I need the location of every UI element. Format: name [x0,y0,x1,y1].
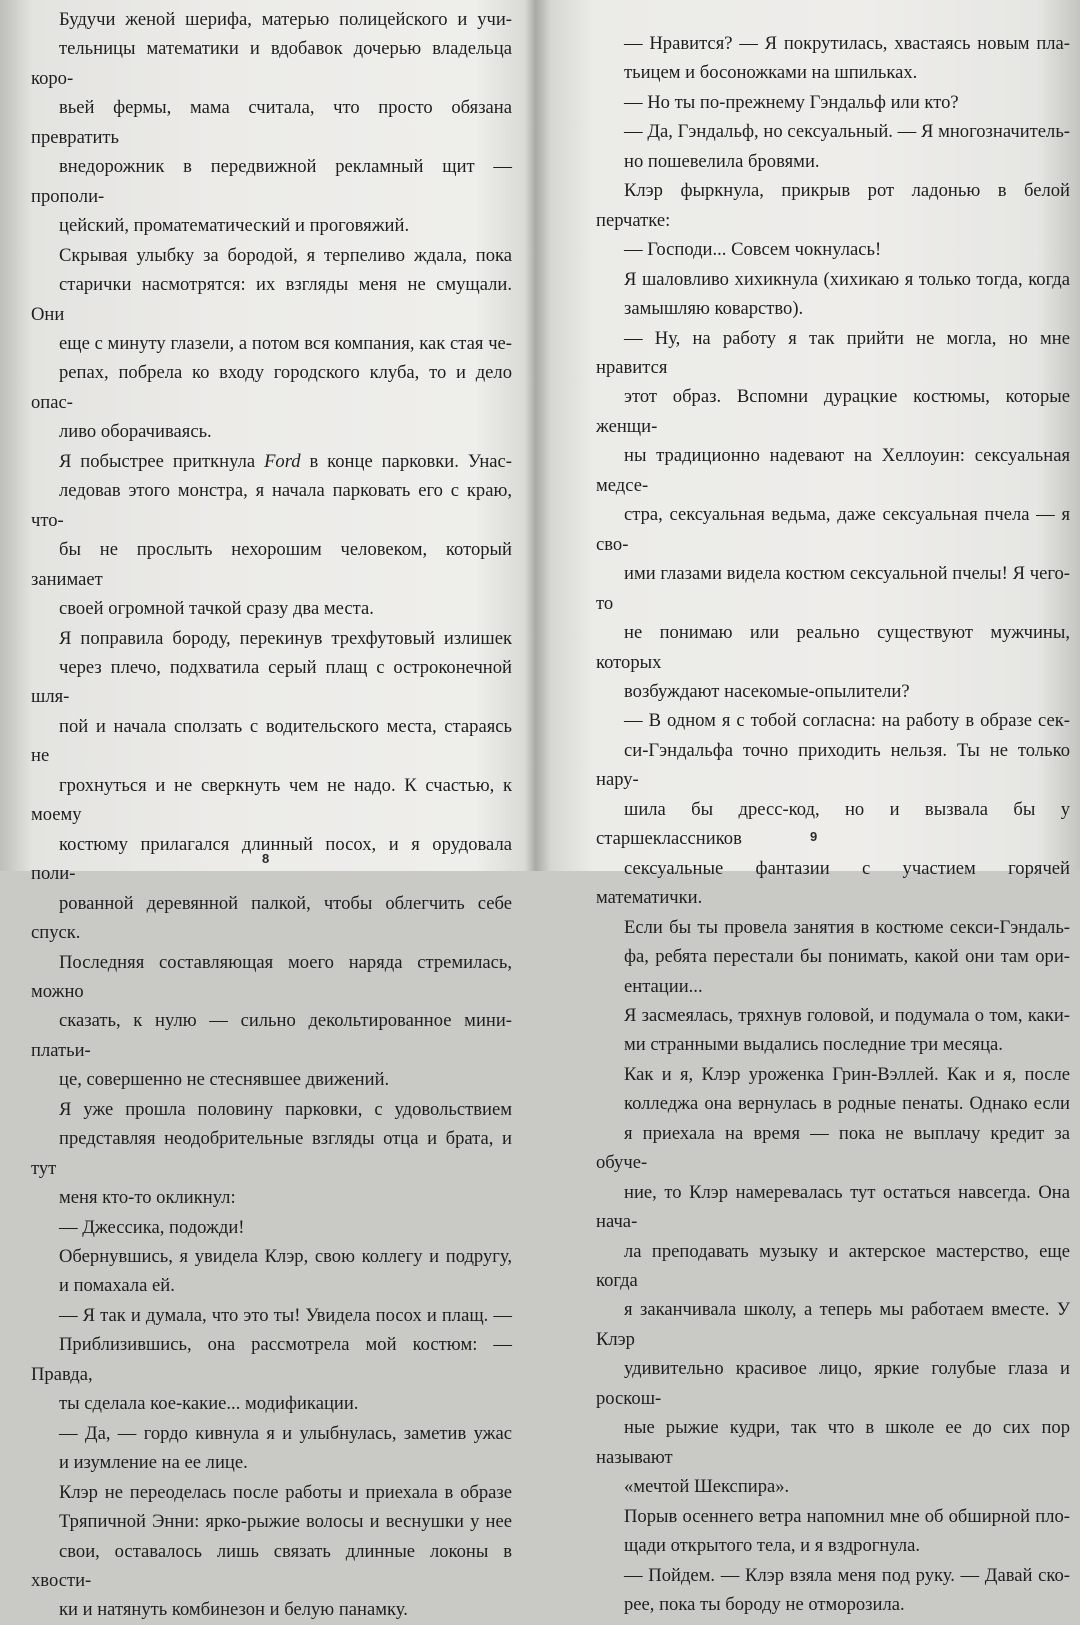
text-line: Я шаловливо хихикнула (хихикаю я только тогда, когда [624,268,1070,290]
paragraph [31,1213,512,1242]
text-line: Клэр не переоделась после работы и приехала в образе [59,1481,512,1503]
text-line: — Пойдем. — Клэр взяла меня под руку. — Давай ско- [624,1564,1070,1586]
paragraph [596,1001,1070,1060]
text-line: своей огромной тачкой сразу два места. [59,598,374,620]
text-line: Если бы ты провела занятия в костюме секси-Гэндаль- [624,916,1070,938]
text-line: — Да, — гордо кивнула я и улыбнулась, заметив ужас [59,1422,512,1444]
text-line: ки и натянуть комбинезон и белую панамку. [59,1599,408,1621]
text-line: возбуждают насекомые-опылители? [624,680,910,702]
text-line: и помахала ей. [59,1275,175,1297]
text-line: через плечо, подхватила серый плащ с остроконечной шля- [31,656,512,708]
text-line: Будучи женой шерифа, матерью полицейского и учи- [59,9,512,30]
paragraph [31,1301,512,1419]
text-line: — Нравится? — Я покрутилась, хвастаясь новым пла- [624,33,1070,54]
paragraph [596,265,1070,324]
text-line: — Ну, на работу я так прийти не могла, но мне нравится [596,327,1070,378]
text-line: — В одном я с тобой согласна: на работу в образе сек- [624,710,1070,732]
text-line: ледовав этого монстра, я начала парковать его с краю, что- [31,480,512,531]
text-line: этот образ. Вспомни дурацкие костюмы, которые женщи- [596,386,1070,437]
text-line: ны традиционно надевают на Хеллоуин: сексуальная медсе- [596,445,1070,496]
right-page-text [596,29,1070,1619]
paragraph [31,447,512,624]
text-line: ние, то Клэр намеревалась тут остаться навсегда. Она нача- [596,1181,1070,1233]
text-line: рованной деревянной палкой, чтобы облегчить себе спуск. [31,892,512,944]
paragraph [596,117,1070,176]
text-line: не понимаю или реально существуют мужчины, которых [596,622,1070,673]
text-line: старички насмотрятся: их взгляды меня не смущали. Они [31,274,512,325]
text-line: колледжа она вернулась в родные пенаты. Однако если [624,1093,1070,1115]
text-line: тьицем и босоножками на шпильках. [624,62,918,84]
paragraph [596,324,1070,707]
paragraph [596,1561,1070,1620]
right-page-number: 9 [810,829,818,844]
paragraph [31,1478,512,1625]
text-line: фа, ребята перестали бы понимать, какой они там ори- [624,946,1070,968]
text-line: костюму прилагался длинный посох, и я орудовала поли- [31,833,512,885]
text-line: сказать, к нулю — сильно декольтированное мини-платьи- [31,1010,512,1061]
text-line: ливо оборачиваясь. [59,421,212,443]
text-line: свои, оставалось лишь связать длинные локоны в хвости- [31,1540,512,1592]
text-line: еще с минуту глазели, а потом вся компания, как стая че- [59,332,512,354]
text-line: бы не прослыть нехорошим человеком, который занимает [31,539,512,590]
text-line: Тряпичной Энни: ярко-рыжие волосы и веснушки у нее [59,1511,512,1533]
text-line: я заканчивала школу, а теперь мы работаем вместе. У Клэр [596,1299,1070,1350]
text-line: сексуальные фантазии с участием горячей математички. [596,857,1070,909]
text-line: щади открытого тела, и я вздрогнула. [624,1535,921,1557]
paragraph [31,624,512,1095]
paragraph [596,235,1070,264]
text-line: си-Гэндальфа точно приходить нельзя. Ты не только нару- [596,739,1070,791]
text-line: внедорожник в передвижной рекламный щит — пропoли- [31,156,512,207]
text-line: Я засмеялась, тряхнув головой, и подумала о том, каки- [624,1004,1070,1026]
paragraph [31,1419,512,1478]
text-line: репах, побрела ко входу городского клуба, то и дело опас- [31,362,512,413]
text-line: — Но ты по-прежнему Гэндальф или кто? [624,91,959,113]
text-line: и изумление на ее лице. [59,1452,248,1474]
text-line: — Я так и думала, что это ты! Увидела посох и плащ. — [59,1304,512,1326]
text-line: «мечтой Шекспира». [624,1476,790,1498]
text-line: ные рыжие кудри, так что в школе ее до сих пор называют [596,1417,1070,1468]
text-line: ми странными выдались последние три месяца. [624,1034,1003,1056]
paragraph [596,1060,1070,1502]
text-line: цейский, проматематический и проговяжий. [59,215,410,237]
text-line: я приехала на время — пока не выплачу кредит за обуче- [596,1122,1070,1174]
paragraph [31,241,512,447]
text-line: вьей фермы, мама считала, что просто обязана превратить [31,97,512,148]
text-line: тельницы математики и вдобавок дочерью владельца коро- [31,38,512,89]
text-line: ла преподавать музыку и актерское мастерство, еще когда [596,1240,1070,1292]
paragraph [31,1242,512,1301]
text-line: це, совершенно не стеснявшее движений. [59,1069,390,1091]
text-line: грохнуться и не сверкнуть чем не надо. К счастью, к моему [31,774,512,826]
left-page [0,0,530,1621]
text-line: — Джессика, подожди! [59,1216,245,1238]
text-line: — Да, Гэндальф, но сексуальный. — Я многозначитель- [624,121,1070,143]
text-line: Скрывая улыбку за бородой, я терпеливо ждала, пока [59,244,512,266]
text-line: Клэр фыркнула, прикрыв рот ладонью в белой перчатке: [596,180,1070,231]
text-line: Порыв осеннего ветра напомнил мне об обширной пло- [624,1505,1070,1527]
paragraph [31,5,512,241]
text-line: Последняя составляющая моего наряда стремилась, можно [31,951,512,1002]
text-line: Я поправила бороду, перекинув трехфутовый излишек [59,627,512,649]
text-line: ентации... [624,975,703,997]
right-page [540,0,1080,1616]
text-line: шила бы дресс-код, но и вызвала бы у старшеклассников [596,798,1070,850]
left-page-text [31,5,512,1625]
text-line: Я побыстрее приткнула Ford в конце парковки. Унас- [59,450,512,472]
paragraph [596,1502,1070,1561]
text-line: представляя неодобрительные взгляды отца и брата, и тут [31,1128,512,1179]
paragraph [596,29,1070,88]
text-line: — Господи... Совсем чокнулась! [624,239,882,261]
text-line: меня кто-то окликнул: [59,1187,236,1209]
text-line: Я уже прошла половину парковки, с удовольствием [59,1098,512,1120]
left-page-number: 8 [262,851,270,866]
text-line: рее, пока ты бороду не отморозила. [624,1594,905,1616]
text-line: стра, сексуальная ведьма, даже сексуальная пчела — я сво- [596,504,1070,555]
text-line: но пошевелила бровями. [624,150,820,172]
text-line: ты сделала кое-какие... модификации. [59,1393,359,1415]
paragraph [596,176,1070,235]
text-line: ими глазами видела костюм сексуальной пчелы! Я чего-то [596,563,1070,614]
text-line: Обернувшись, я увидела Клэр, свою коллегу и подругу, [59,1246,512,1268]
paragraph [31,1095,512,1213]
text-line: Приблизившись, она рассмотрела мой костюм: — Правда, [31,1334,512,1385]
paragraph [596,88,1070,117]
text-line: Как и я, Клэр уроженка Грин-Вэллей. Как и я, после [624,1063,1070,1085]
text-line: замышляю коварство). [624,298,804,320]
text-line: удивительно красивое лицо, яркие голубые глаза и роскош- [596,1358,1070,1409]
paragraph [596,706,1070,1001]
text-line: пой и начала сползать с водительского места, стараясь не [31,715,512,767]
